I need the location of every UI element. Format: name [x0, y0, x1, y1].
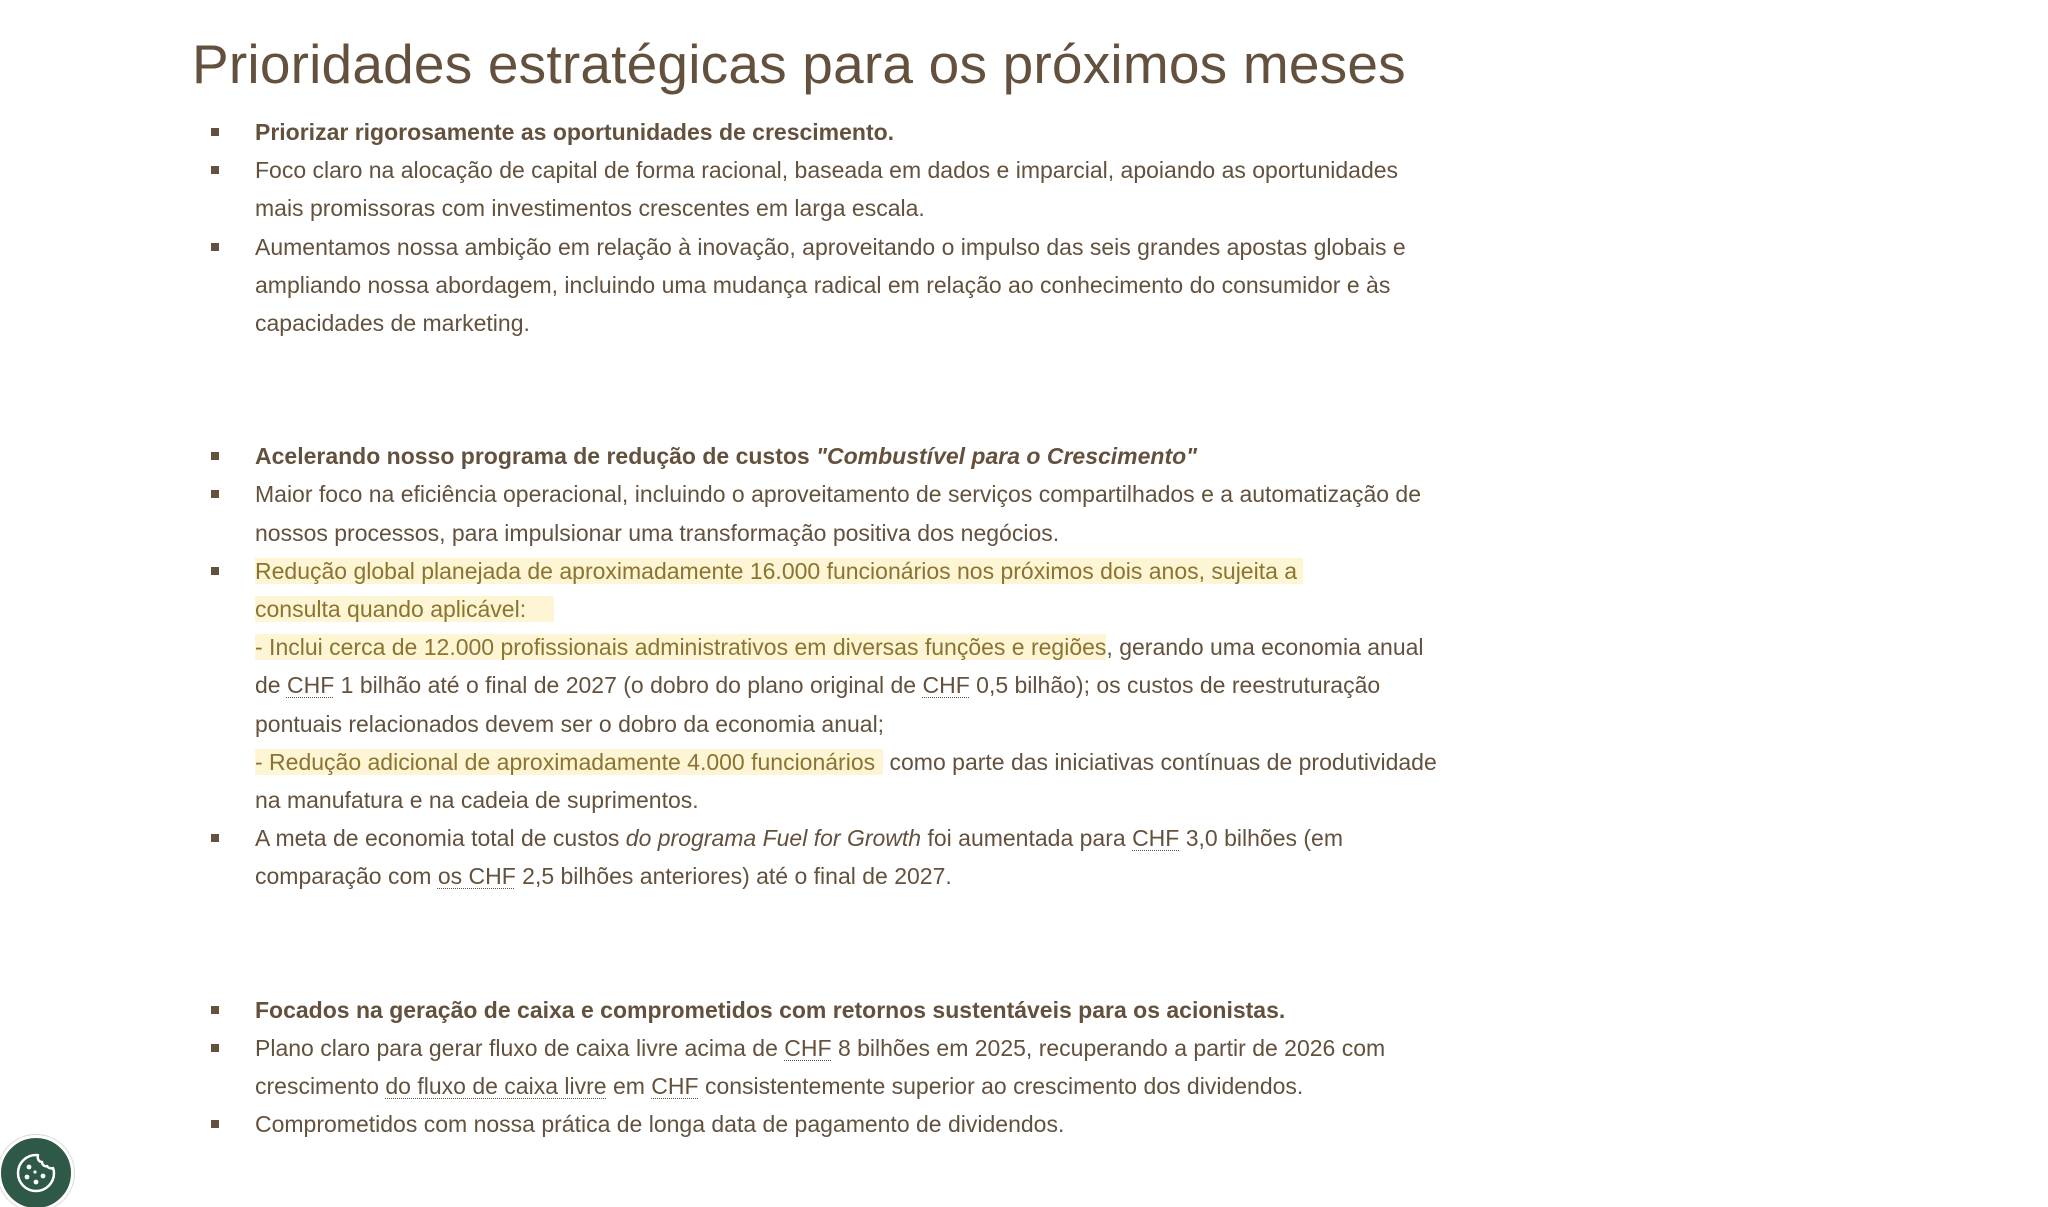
- list-item: Comprometidos com nossa prática de longa data de pagamento de dividendos.: [192, 1105, 1452, 1143]
- abbr-chf: CHF: [922, 672, 970, 699]
- abbr-os-chf: os CHF: [437, 863, 516, 890]
- list-item: [192, 1029, 1452, 1105]
- list-item: Foco claro na alocação de capital de forma racional, baseada em dados e imparcial, apoiando as oportunidades mais promissoras com investimentos crescentes em larga escala.: [192, 151, 1452, 227]
- abbr-chf: CHF: [1132, 825, 1180, 852]
- text: 8 bilhões em 2025, recuperando a partir de 2026 com crescimento: [255, 1034, 1386, 1100]
- article-content: [192, 0, 1452, 1143]
- list-item: Aumentamos nossa ambição em relação à inovação, aproveitando o impulso das seis grandes apostas globais e ampliando nossa abordagem, incluindo uma mudança radical em relação ao conhecimento do consumidor e às capacidades de marketing.: [192, 228, 1452, 343]
- abbr-free-cash-flow: do fluxo de caixa livre: [385, 1073, 607, 1100]
- list-item: [192, 991, 1452, 1029]
- text: 2,5 bilhões anteriores) até o final de 2027.: [515, 863, 952, 890]
- text: 3,0 bilhões (em comparação com: [255, 825, 1343, 890]
- text: consistentemente superior ao crescimento dos dividendos.: [698, 1073, 1304, 1100]
- priority-list-costs: [192, 437, 1452, 895]
- list-item: Maior foco na eficiência operacional, incluindo o aproveitamento de serviços compartilhados e a automatização de nossos processos, para impulsionar uma transformação positiva dos negócios.: [192, 475, 1452, 551]
- bold-text: Acelerando nosso programa de redução de custos: [255, 443, 810, 470]
- cookie-icon: [14, 1151, 58, 1195]
- highlighted-text: - Redução adicional de aproximadamente 4.000 funcionários: [255, 749, 883, 775]
- text: , gerando uma economia anual de: [255, 634, 1424, 699]
- bold-text: Focados na geração de caixa e comprometidos com retornos sustentáveis para os acionistas.: [255, 996, 1286, 1023]
- highlight-line: [255, 590, 1452, 628]
- text: A meta de economia total de custos: [255, 825, 626, 852]
- abbr-chf: CHF: [784, 1034, 832, 1061]
- abbr-chf: CHF: [286, 672, 335, 699]
- page-title: Prioridades estratégicas para os próximos meses: [192, 33, 1406, 95]
- sub-item: [255, 743, 1452, 819]
- text: 0,5 bilhão); os custos de reestruturação pontuais relacionados devem ser o dobro da economia anual;: [255, 672, 1381, 737]
- highlight-line: [255, 552, 1452, 590]
- text: foi aumentada para: [921, 825, 1133, 852]
- list-item: [192, 552, 1452, 819]
- highlighted-text: consulta quando aplicável:: [255, 596, 554, 622]
- bold-text: Priorizar rigorosamente as oportunidades de crescimento.: [255, 119, 895, 145]
- text: Plano claro para gerar fluxo de caixa livre acima de: [255, 1034, 785, 1061]
- text: 1 bilhão até o final de 2027 (o dobro do plano original de: [334, 672, 923, 699]
- italic-text: do programa Fuel for Growth: [625, 825, 922, 852]
- highlighted-text: - Inclui cerca de 12.000 profissionais administrativos em diversas funções e regiões: [255, 634, 1107, 661]
- list-item: [192, 113, 1452, 151]
- priority-list-growth: [192, 113, 1452, 342]
- list-item: [192, 819, 1452, 895]
- cookie-settings-button[interactable]: [0, 1135, 74, 1207]
- list-item: [192, 437, 1452, 475]
- italic-program-name: "Combustível para o Crescimento": [816, 443, 1198, 470]
- highlighted-text: Redução global planejada de aproximadamente 16.000 funcionários nos próximos dois anos, sujeita a: [255, 558, 1303, 584]
- text: em: [606, 1073, 652, 1100]
- abbr-chf: CHF: [651, 1073, 699, 1100]
- sub-item: [255, 628, 1452, 743]
- text: como parte das iniciativas contínuas de produtividade na manufatura e na cadeia de suprimentos.: [255, 748, 1437, 814]
- priority-list-cash: [192, 991, 1452, 1144]
